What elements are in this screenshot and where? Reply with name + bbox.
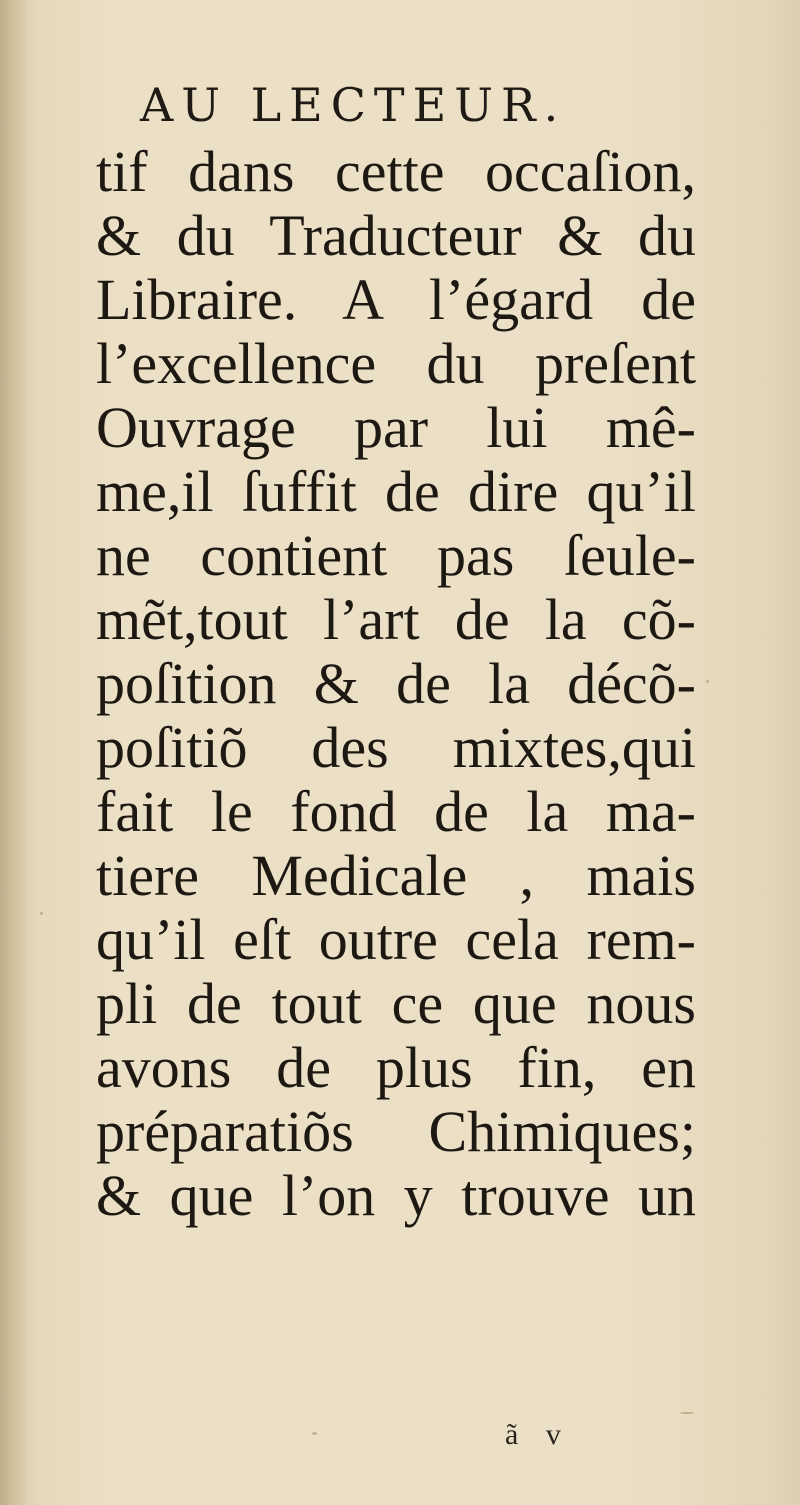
body-text	[96, 140, 736, 1228]
running-head: AU LECTEUR.	[140, 78, 567, 132]
text-line: poſitiõ des mixtes,qui	[96, 715, 696, 780]
text-line: & que l’on y trouve un	[96, 1163, 696, 1228]
paper-speck	[40, 912, 43, 915]
text-line: avons de plus fin, en	[96, 1035, 696, 1100]
text-line: l’excellence du preſent	[96, 331, 696, 396]
text-line: & du Traducteur & du	[96, 203, 696, 268]
text-line: poſition & de la décõ-	[96, 651, 696, 716]
paper-speck	[706, 680, 709, 683]
text-line: me,il ſuffit de dire qu’il	[96, 459, 696, 524]
signature-mark: ã v	[505, 1418, 571, 1451]
text-line: fait le fond de la ma-	[96, 779, 696, 844]
text-line: ne contient pas ſeule-	[96, 523, 696, 588]
text-line: pli de tout ce que nous	[96, 971, 696, 1036]
text-line: mẽt,tout l’art de la cõ-	[96, 587, 696, 652]
paper-speck	[680, 1412, 694, 1414]
paper-speck	[312, 1432, 317, 1435]
text-line: tiere Medicale , mais	[96, 843, 696, 908]
page-gutter	[0, 0, 28, 1505]
text-line: tif dans cette occaſion,	[96, 139, 696, 204]
text-line: Ouvrage par lui mê-	[96, 395, 696, 460]
text-line: qu’il eſt outre cela rem-	[96, 907, 696, 972]
text-line: préparatiõs Chimiques;	[96, 1099, 696, 1164]
text-line: Libraire. A l’égard de	[96, 267, 696, 332]
